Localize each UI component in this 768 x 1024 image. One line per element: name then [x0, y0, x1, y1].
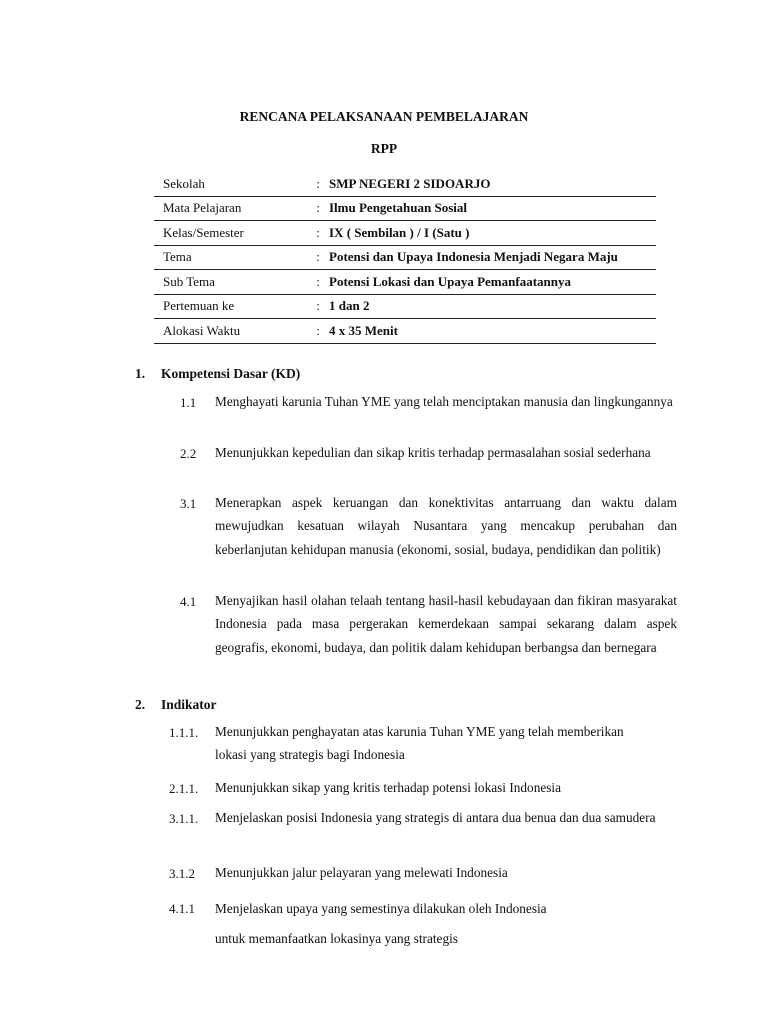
row-separator: :	[313, 172, 323, 196]
kd-item-text: Menerapkan aspek keruangan dan konektivitas antarruang dan waktu dalam mewujudkan kesatuan wilayah Nusantara yang mencakup perubahan dan keberlanjutan kehidupan manusia (ekonomi, sosial, budaya, pendidikan dan politik)	[215, 495, 677, 557]
row-value: Potensi Lokasi dan Upaya Pemanfaatannya	[323, 270, 656, 295]
row-value: 1 dan 2	[323, 294, 656, 319]
row-label: Alokasi Waktu	[154, 319, 313, 344]
indicator-number: 3.1.1.	[169, 811, 199, 826]
kd-item-text: Menunjukkan kepedulian dan sikap kritis terhadap permasalahan sosial sederhana	[215, 445, 651, 460]
kd-item-number: 4.1	[180, 594, 197, 609]
section-title-kompetensi-dasar: Kompetensi Dasar (KD)	[161, 366, 301, 381]
indicator-text: Menjelaskan posisi Indonesia yang strategis di antara dua benua dan dua samudera	[215, 810, 656, 825]
row-value: SMP NEGERI 2 SIDOARJO	[323, 172, 656, 196]
indicator-number: 4.1.1	[169, 901, 195, 916]
indicator-number: 3.1.2	[169, 866, 195, 881]
row-value: IX ( Sembilan ) / I (Satu )	[323, 221, 656, 246]
kd-item-text: Menghayati karunia Tuhan YME yang telah menciptakan manusia dan lingkungannya	[215, 394, 673, 409]
row-separator: :	[313, 196, 323, 221]
indicator-text: Menunjukkan sikap yang kritis terhadap potensi lokasi Indonesia	[215, 780, 562, 795]
section-title-indikator: Indikator	[161, 697, 217, 712]
indicator-number: 1.1.1.	[169, 725, 199, 740]
kd-item-number: 1.1	[180, 395, 197, 410]
document-title: RENCANA PELAKSANAAN PEMBELAJARAN	[239, 109, 529, 124]
kd-item-number: 3.1	[180, 496, 197, 511]
row-label: Sekolah	[154, 172, 313, 196]
indicator-text: Menunjukkan penghayatan atas karunia Tuhan YME yang telah memberikan lokasi yang strategis bagi Indonesia	[215, 724, 624, 763]
info-table	[154, 172, 656, 344]
table-row	[154, 196, 656, 221]
row-label: Tema	[154, 245, 313, 270]
row-label: Mata Pelajaran	[154, 196, 313, 221]
table-row	[154, 245, 656, 270]
section-number: 1.	[135, 366, 146, 381]
table-row	[154, 221, 656, 246]
table-row	[154, 270, 656, 295]
table-row	[154, 172, 656, 196]
kd-item-text: Menyajikan hasil olahan telaah tentang hasil-hasil kebudayaan dan fikiran masyarakat Indonesia pada masa pergerakan kemerdekaan sampai sekarang dalam aspek geografis, ekonomi, budaya, dan politik dalam kehidupan berbangsa dan bernegara	[215, 593, 677, 655]
row-value: 4 x 35 Menit	[323, 319, 656, 344]
table-row	[154, 294, 656, 319]
row-label: Pertemuan ke	[154, 294, 313, 319]
row-value: Ilmu Pengetahuan Sosial	[323, 196, 656, 221]
indicator-number: 2.1.1.	[169, 781, 199, 796]
indicator-text-line-1: Menjelaskan upaya yang semestinya dilakukan oleh Indonesia	[215, 901, 547, 916]
document-subtitle: RPP	[370, 141, 398, 156]
row-separator: :	[313, 319, 323, 344]
kd-item-number: 2.2	[180, 446, 197, 461]
row-separator: :	[313, 294, 323, 319]
table-row	[154, 319, 656, 344]
row-label: Sub Tema	[154, 270, 313, 295]
row-value: Potensi dan Upaya Indonesia Menjadi Negara Maju	[323, 245, 656, 270]
row-separator: :	[313, 270, 323, 295]
section-number: 2.	[135, 697, 146, 712]
indicator-text-line-2: untuk memanfaatkan lokasinya yang strategis	[215, 931, 458, 946]
indicator-text: Menunjukkan jalur pelayaran yang melewati Indonesia	[215, 865, 508, 880]
row-separator: :	[313, 245, 323, 270]
row-label: Kelas/Semester	[154, 221, 313, 246]
row-separator: :	[313, 221, 323, 246]
